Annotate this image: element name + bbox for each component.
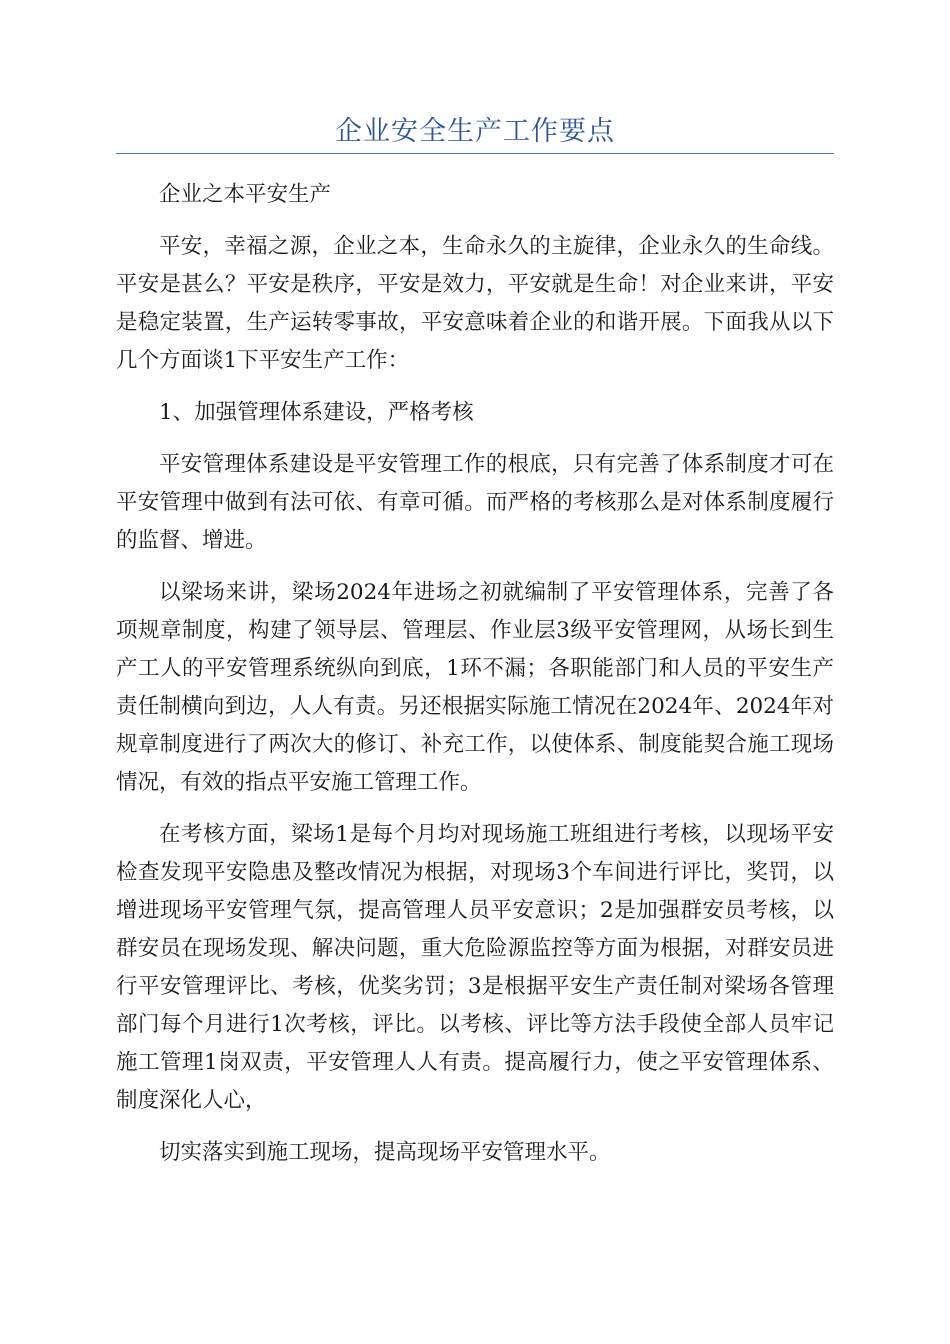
section-heading-1: 1、加强管理体系建设，严格考核 (159, 400, 474, 425)
paragraph-assessment: 在考核方面，梁场1是每个月均对现场施工班组进行考核，以现场平安检查发现平安隐患及整改情况为根据，对现场3个车间进行评比，奖罚，以增进现场平安管理气氛，提高管理人员平安意识；2是加强群安员考核，以群安员在现场发现、解决问题，重大危险源监控等方面为根据，对群安员进行平安管理评比、考核，优奖劣罚；3是根据平安生产责任制对梁场各管理部门每个月进行1次考核，评比。以考核、评比等方法手段使全部人员牢记施工管理1岗双责，平安管理人人有责。提高履行力，使之平安管理体系、制度深化人心， (116, 822, 834, 1113)
paragraph-conclusion: 切实落实到施工现场，提高现场平安管理水平。 (159, 1140, 611, 1165)
title-underline (116, 153, 834, 154)
paragraph-heading: 企业之本平安生产 (159, 182, 332, 207)
document-title: 企业安全生产工作要点 (335, 116, 615, 147)
paragraph-intro: 平安，幸福之源，企业之本，生命永久的主旋律，企业永久的生命线。平安是甚么？平安是秩序，平安是效力，平安就是生命！对企业来讲，平安是稳定装置，生产运转零事故，平安意味着企业的和谐开展。下面我从以下几个方面谈1下平安生产工作： (116, 234, 834, 373)
paragraph-beam-yard: 以梁场来讲，梁场2024年进场之初就编制了平安管理体系，完善了各项规章制度，构建了领导层、管理层、作业层3级平安管理网，从场长到生产工人的平安管理系统纵向到底，1环不漏；各职能部门和人员的平安生产责任制横向到边，人人有责。另还根据实际施工情况在2024年、2024年对规章制度进行了两次大的修订、补充工作，以使体系、制度能契合施工现场情况，有效的指点平安施工管理工作。 (116, 580, 834, 795)
document-body (116, 176, 834, 1186)
paragraph-system: 平安管理体系建设是平安管理工作的根底，只有完善了体系制度才可在平安管理中做到有法可依、有章可循。而严格的考核那么是对体系制度履行的监督、增进。 (116, 452, 834, 553)
